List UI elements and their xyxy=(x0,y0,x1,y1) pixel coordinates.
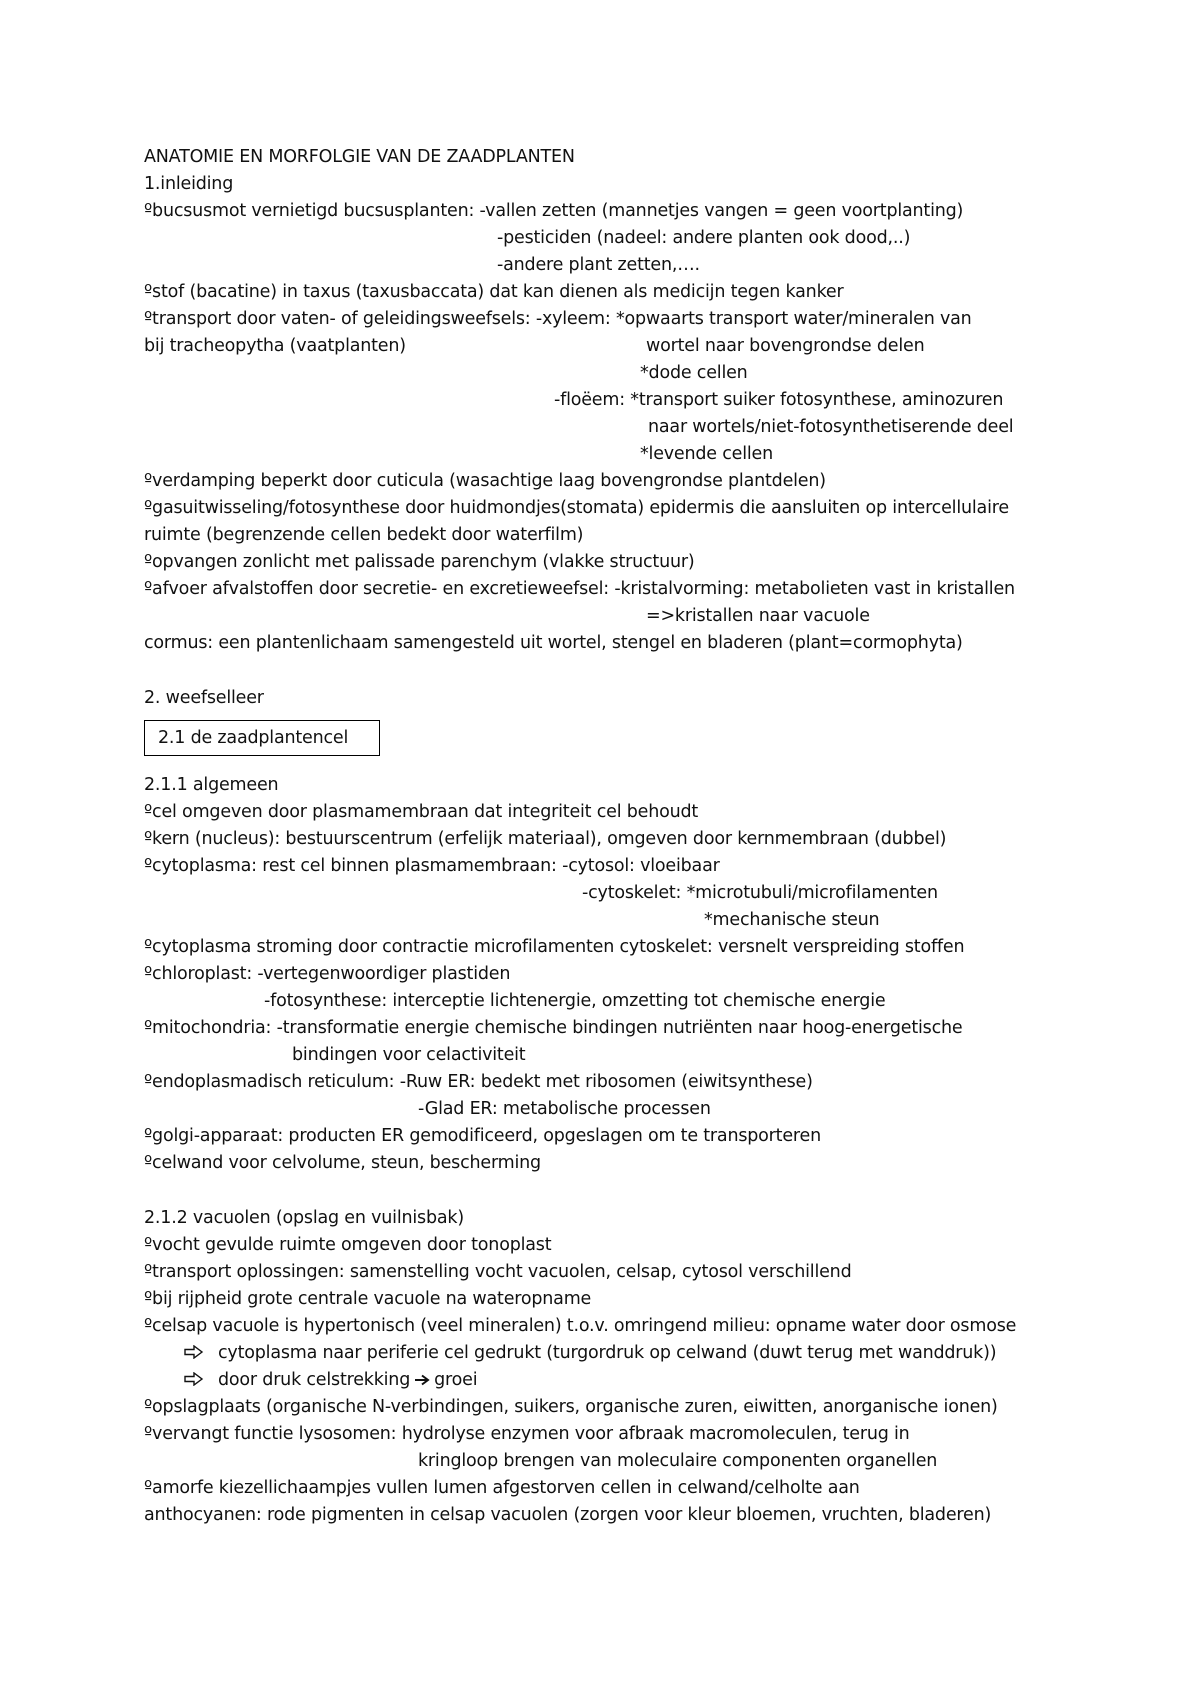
subsection-heading-vacuolen: 2.1.2 vacuolen (opslag en vuilnisbak) xyxy=(144,1208,464,1228)
subsection-heading-algemeen: 2.1.1 algemeen xyxy=(144,775,279,795)
text-line: ºvocht gevulde ruimte omgeven door tonoplast xyxy=(144,1235,552,1255)
text-line: ºkern (nucleus): bestuurscentrum (erfelijk materiaal), omgeven door kernmembraan (dubbel) xyxy=(144,829,947,849)
text-line: ºgasuitwisseling/fotosynthese door huidmondjes(stomata) epidermis die aansluiten op intercellulaire xyxy=(144,498,1009,518)
text-line: *levende cellen xyxy=(640,444,774,464)
text-line: ºverdamping beperkt door cuticula (wasachtige laag bovengrondse plantdelen) xyxy=(144,471,826,491)
text-line: ºopslagplaats (organische N-verbindingen, suikers, organische zuren, eiwitten, anorganische ionen) xyxy=(144,1397,998,1417)
text-line: ºcytoplasma: rest cel binnen plasmamembraan: -cytosol: vloeibaar xyxy=(144,856,720,876)
arrow-bullet-item xyxy=(184,1342,996,1364)
text-line: ºcelwand voor celvolume, steun, bescherming xyxy=(144,1153,541,1173)
text-line: ºvervangt functie lysosomen: hydrolyse enzymen voor afbraak macromoleculen, terug in xyxy=(144,1424,910,1444)
text-line: -floëem: *transport suiker fotosynthese, aminozuren xyxy=(554,390,1004,410)
boxed-heading-zaadplantencel: 2.1 de zaadplantencel xyxy=(158,728,349,748)
text-line: ºcytoplasma stroming door contractie microfilamenten cytoskelet: versnelt verspreiding stoffen xyxy=(144,937,965,957)
text-line: -Glad ER: metabolische processen xyxy=(418,1099,711,1119)
text-line: wortel naar bovengrondse delen xyxy=(646,336,925,356)
section-heading-weefselleer: 2. weefselleer xyxy=(144,688,264,708)
text-line: -fotosynthese: interceptie lichtenergie, omzetting tot chemische energie xyxy=(264,991,886,1011)
text-line: ºbucsusmot vernietigd bucsusplanten: -vallen zetten (mannetjes vangen = geen voortplanting) xyxy=(144,201,964,221)
text-line: ºafvoer afvalstoffen door secretie- en excretieweefsel: -kristalvorming: metabolieten vast in kristallen xyxy=(144,579,1015,599)
text-line: cormus: een plantenlichaam samengesteld uit wortel, stengel en bladeren (plant=cormophyta) xyxy=(144,633,963,653)
text-line: ºbij rijpheid grote centrale vacuole na wateropname xyxy=(144,1289,592,1309)
text-line: -pesticiden (nadeel: andere planten ook dood,..) xyxy=(497,228,911,248)
document-title: ANATOMIE EN MORFOLGIE VAN DE ZAADPLANTEN xyxy=(144,147,575,167)
text-line: ºendoplasmadisch reticulum: -Ruw ER: bedekt met ribosomen (eiwitsynthese) xyxy=(144,1072,813,1092)
right-arrow-icon xyxy=(414,1374,430,1386)
arrow-bullet-text-end: groei xyxy=(434,1370,478,1390)
text-line: ºopvangen zonlicht met palissade parenchym (vlakke structuur) xyxy=(144,552,695,572)
text-line: *dode cellen xyxy=(640,363,748,383)
text-line: ºtransport oplossingen: samenstelling vocht vacuolen, celsap, cytosol verschillend xyxy=(144,1262,852,1282)
section-heading-inleiding: 1.inleiding xyxy=(144,174,234,194)
text-line: -cytoskelet: *microtubuli/microfilamenten xyxy=(582,883,938,903)
text-line: bij tracheopytha (vaatplanten) xyxy=(144,336,406,356)
text-line: ruimte (begrenzende cellen bedekt door waterfilm) xyxy=(144,525,584,545)
text-line: ºgolgi-apparaat: producten ER gemodificeerd, opgeslagen om te transporteren xyxy=(144,1126,821,1146)
text-line: ºmitochondria: -transformatie energie chemische bindingen nutriënten naar hoog-energetische xyxy=(144,1018,963,1038)
text-line: naar wortels/niet-fotosynthetiserende deel xyxy=(648,417,1014,437)
text-line: *mechanische steun xyxy=(704,910,880,930)
text-line: ºamorfe kiezellichaampjes vullen lumen afgestorven cellen in celwand/celholte aan xyxy=(144,1478,860,1498)
arrow-bullet-item xyxy=(184,1369,477,1391)
text-line: anthocyanen: rode pigmenten in celsap vacuolen (zorgen voor kleur bloemen, vruchten, bladeren) xyxy=(144,1505,992,1525)
text-line: ºtransport door vaten- of geleidingsweefsels: -xyleem: *opwaarts transport water/mineralen van xyxy=(144,309,972,329)
text-line: ºchloroplast: -vertegenwoordiger plastiden xyxy=(144,964,511,984)
text-line: bindingen voor celactiviteit xyxy=(292,1045,526,1065)
arrow-bullet-text: cytoplasma naar periferie cel gedrukt (turgordruk op celwand (duwt terug met wanddruk)) xyxy=(218,1343,997,1363)
text-line: ºcelsap vacuole is hypertonisch (veel mineralen) t.o.v. omringend milieu: opname water door osmose xyxy=(144,1316,1017,1336)
outline-right-arrow-icon xyxy=(184,1345,204,1359)
outline-right-arrow-icon xyxy=(184,1372,204,1386)
text-line: -andere plant zetten,…. xyxy=(497,255,700,275)
text-line: =>kristallen naar vacuole xyxy=(646,606,870,626)
arrow-bullet-text: door druk celstrekking xyxy=(218,1370,411,1390)
text-line: ºstof (bacatine) in taxus (taxusbaccata) dat kan dienen als medicijn tegen kanker xyxy=(144,282,844,302)
text-line: kringloop brengen van moleculaire componenten organellen xyxy=(418,1451,938,1471)
text-line: ºcel omgeven door plasmamembraan dat integriteit cel behoudt xyxy=(144,802,699,822)
